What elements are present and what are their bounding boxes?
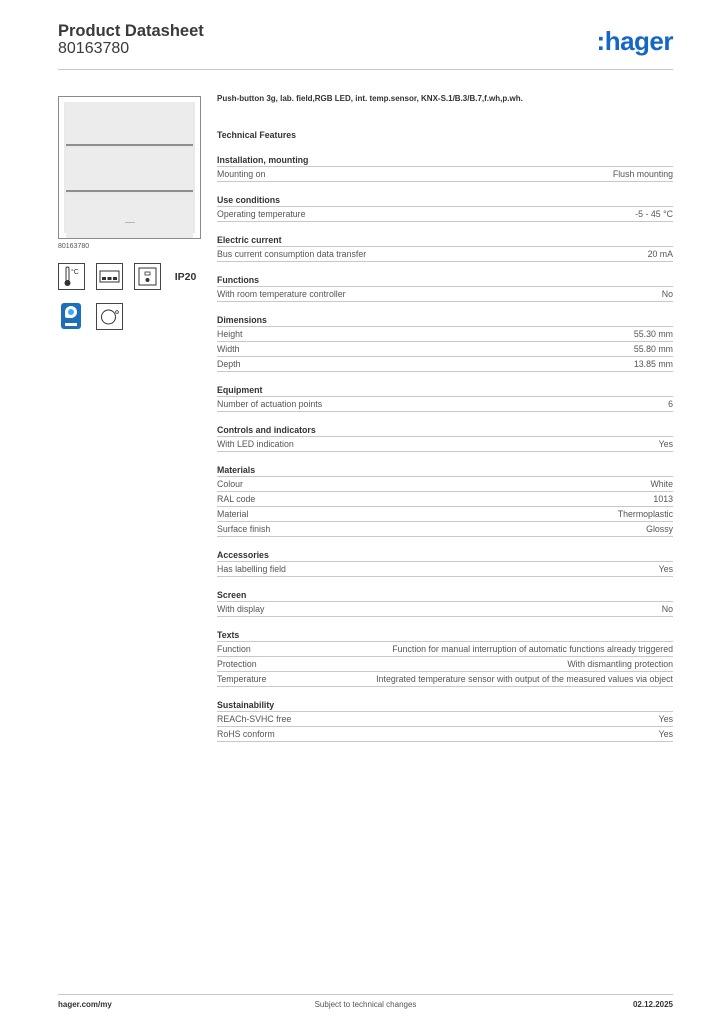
logo-dots: : [596, 26, 605, 56]
feature-icons-row-2 [58, 303, 123, 330]
page-footer [58, 994, 673, 1012]
spec-value: Yes [658, 439, 673, 449]
spec-row [217, 247, 673, 262]
section-title: Materials [217, 464, 673, 477]
spec-row [217, 167, 673, 182]
spec-value: 20 mA [647, 249, 673, 259]
push-button-plate [64, 102, 195, 233]
spec-label: Surface finish [217, 524, 271, 534]
technical-features-title: Technical Features [217, 130, 297, 140]
rocker-3 [66, 194, 193, 238]
spec-row [217, 342, 673, 357]
spec-value: Thermoplastic [617, 509, 673, 519]
label-mark [125, 222, 135, 223]
section-group [217, 274, 673, 302]
spec-value: 55.30 mm [633, 329, 673, 339]
spec-value: 6 [668, 399, 673, 409]
spec-row [217, 522, 673, 537]
spec-label: Has labelling field [217, 564, 286, 574]
section-group [217, 629, 673, 687]
spec-value: Yes [658, 714, 673, 724]
technical-content [217, 92, 673, 742]
spec-row [217, 207, 673, 222]
ip-rating: IP20 [174, 270, 197, 283]
spec-value: 13.85 mm [633, 359, 673, 369]
section-group [217, 234, 673, 262]
sustainability-icon [61, 303, 81, 329]
spec-label: Function [217, 644, 251, 654]
section-title: Functions [217, 274, 673, 287]
document-title: Product Datasheet [58, 22, 204, 40]
section-group [217, 699, 673, 742]
spec-row [217, 492, 673, 507]
section-title: Texts [217, 629, 673, 642]
section-title: Electric current [217, 234, 673, 247]
spec-row [217, 602, 673, 617]
image-caption: 80163780 [58, 243, 90, 250]
section-group [217, 549, 673, 577]
spec-label: Material [217, 509, 249, 519]
spec-value: 55.80 mm [633, 344, 673, 354]
spec-row [217, 477, 673, 492]
led-display-icon [96, 263, 123, 290]
spec-label: REACh-SVHC free [217, 714, 292, 724]
spec-row [217, 672, 673, 687]
spec-value: Flush mounting [612, 169, 673, 179]
spec-label: Height [217, 329, 243, 339]
spec-label: RAL code [217, 494, 256, 504]
spec-row [217, 357, 673, 372]
spec-label: With LED indication [217, 439, 294, 449]
footer-website: hager.com/my [58, 1000, 112, 1009]
spec-label: Protection [217, 659, 257, 669]
spec-label: Width [217, 344, 240, 354]
spec-value: Yes [658, 564, 673, 574]
section-group [217, 589, 673, 617]
spec-label: RoHS conform [217, 729, 275, 739]
spec-value: Function for manual interruption of automatic functions already triggered [392, 644, 673, 654]
spec-value: No [661, 289, 673, 299]
product-image [58, 96, 201, 239]
product-number: 80163780 [58, 40, 130, 57]
section-title: Sustainability [217, 699, 673, 712]
spec-row [217, 657, 673, 672]
spec-label: With display [217, 604, 265, 614]
spec-value: White [650, 479, 673, 489]
spec-value: Yes [658, 729, 673, 739]
spec-row [217, 287, 673, 302]
spec-row [217, 327, 673, 342]
spec-row [217, 562, 673, 577]
section-group [217, 424, 673, 452]
section-group [217, 384, 673, 412]
spec-value: Integrated temperature sensor with output of the measured values via object [376, 674, 673, 684]
spec-row [217, 642, 673, 657]
section-title: Equipment [217, 384, 673, 397]
section-group [217, 314, 673, 372]
sustainability-icon-wrap [58, 303, 85, 330]
spec-row [217, 712, 673, 727]
spec-label: With room temperature controller [217, 289, 346, 299]
technical-sections [217, 154, 673, 742]
section-title: Dimensions [217, 314, 673, 327]
product-description: Push-button 3g, lab. field,RGB LED, int. temp.sensor, KNX-S.1/B.3/B.7,f.wh,p.wh. [217, 94, 523, 103]
feature-icons-row-1 [58, 263, 199, 290]
temperature-sensor-icon [58, 263, 85, 290]
spec-value: -5 - 45 °C [635, 209, 673, 219]
footer-notice: Subject to technical changes [314, 1000, 417, 1009]
spec-label: Bus current consumption data transfer [217, 249, 367, 259]
section-title: Use conditions [217, 194, 673, 207]
logo-text: hager [604, 26, 673, 56]
spec-row [217, 397, 673, 412]
spec-label: Mounting on [217, 169, 266, 179]
hager-logo [597, 26, 673, 57]
section-group [217, 464, 673, 537]
section-group [217, 194, 673, 222]
spec-value: Glossy [646, 524, 673, 534]
spec-label: Operating temperature [217, 209, 306, 219]
temperature-unit: °C [71, 269, 79, 276]
section-title: Screen [217, 589, 673, 602]
spec-label: Temperature [217, 674, 267, 684]
rocker-2 [66, 148, 193, 192]
spec-row [217, 507, 673, 522]
section-title: Installation, mounting [217, 154, 673, 167]
spec-value: No [661, 604, 673, 614]
spec-value: 1013 [653, 494, 673, 504]
section-group [217, 154, 673, 182]
spec-row [217, 437, 673, 452]
spec-label: Depth [217, 359, 241, 369]
section-title: Accessories [217, 549, 673, 562]
rocker-1 [66, 102, 193, 146]
room-controller-icon [134, 263, 161, 290]
spec-row [217, 727, 673, 742]
page-header [58, 20, 673, 70]
spec-label: Colour [217, 479, 243, 489]
spec-value: With dismantling protection [567, 659, 673, 669]
footer-date: 02.12.2025 [632, 1000, 673, 1009]
section-title: Controls and indicators [217, 424, 673, 437]
spec-label: Number of actuation points [217, 399, 323, 409]
rotary-dial-icon [96, 303, 123, 330]
